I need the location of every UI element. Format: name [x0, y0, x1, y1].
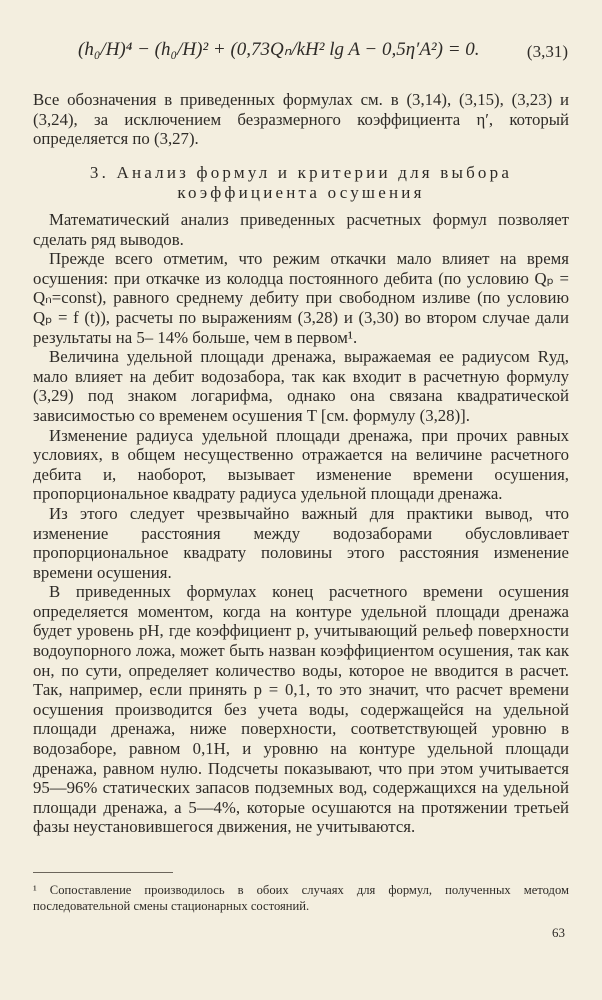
paragraph-5: Из этого следует чрезвычайно важный для практики вывод, что изменение расстояния между водозаборами обусловливает пропорциональное квадрату половины этого расстояния изменение времени осушения. — [33, 503, 569, 582]
formula-expression: (h₀/H)⁴ − (h₀/H)² + (0,73Qₙ/kH² lg A − 0,5η′A²) = 0. — [78, 39, 480, 60]
intro-paragraph: Все обозначения в приведенных формулах см. в (3,14), (3,15), (3,23) и (3,24), за исключением безразмерного коэффициента η′, который определяется по (3,27). — [33, 90, 569, 149]
section-heading-line1: 3. Анализ формул и критерии для выбора — [89, 163, 513, 182]
formula-number: (3,31) — [526, 42, 568, 61]
paragraph-3: Величина удельной площади дренажа, выражаемая ее радиусом Rуд, мало влияет на дебит водозабора, так как входит в расчетную формулу (3,29) под знаком логарифма, однако она связана квадратической зависимостью со временем осушения T [см. формулу (3,28)]. — [33, 347, 569, 425]
page-number: 63 — [552, 925, 565, 940]
intro-paragraph-block — [33, 90, 569, 149]
body-text — [33, 210, 569, 837]
footnote-divider — [33, 872, 173, 873]
paragraph-1: Математический анализ приведенных расчетных формул позволяет сделать ряд выводов. — [33, 210, 569, 249]
paragraph-4: Изменение радиуса удельной площади дренажа, при прочих равных условиях, в общем несущественно отражается на величине расчетного дебита и, наоборот, вызывает изменение времени осушения, пропорциональное квадрату радиуса удельной площади дренажа. — [33, 425, 569, 504]
paragraph-6: В приведенных формулах конец расчетного времени осушения определяется моментом, когда на контуре удельной площади дренажа будет уровень pH, где коэффициент p, учитывающий рельеф поверхности водоупорного ложа, может быть назван коэффициентом осушения, так как он, по сути, определяет количество воды, которое не вводится в расчет. Так, например, если принять p = 0,1, то это значит, что расчет времени осушения производится без учета воды, содержащейся на удельной площади дренажа, ниже поверхности, соответствующей уровню в водозаборе, равном 0,1H, и уровню на контуре удельной площади дренажа, равном нулю. Подсчеты показывают, что при этом учитывается 95—96% статических запасов подземных вод, содержащихся на удельной площади дренажа, а 5—4%, которые осушаются на протяжении третьей фазы неустановившегося движения, не учитываются. — [33, 582, 569, 837]
footnote: ¹ Сопоставление производилось в обоих случаях для формул, полученных методом последовательной смены стационарных состояний. — [33, 883, 569, 913]
paragraph-2: Прежде всего отметим, что режим откачки мало влияет на время осушения: при откачке из колодца постоянного дебита (по условию Qₚ = Qₙ=const), равного среднему дебиту при свободном изливе (по условию Qₚ = f (t)), расчеты по выражениям (3,28) и (3,30) во втором случае дали результаты на 5– 14% больше, чем в первом¹. — [33, 249, 569, 347]
section-heading-line2: коэффициента осушения — [177, 183, 425, 202]
section-heading — [33, 163, 569, 203]
